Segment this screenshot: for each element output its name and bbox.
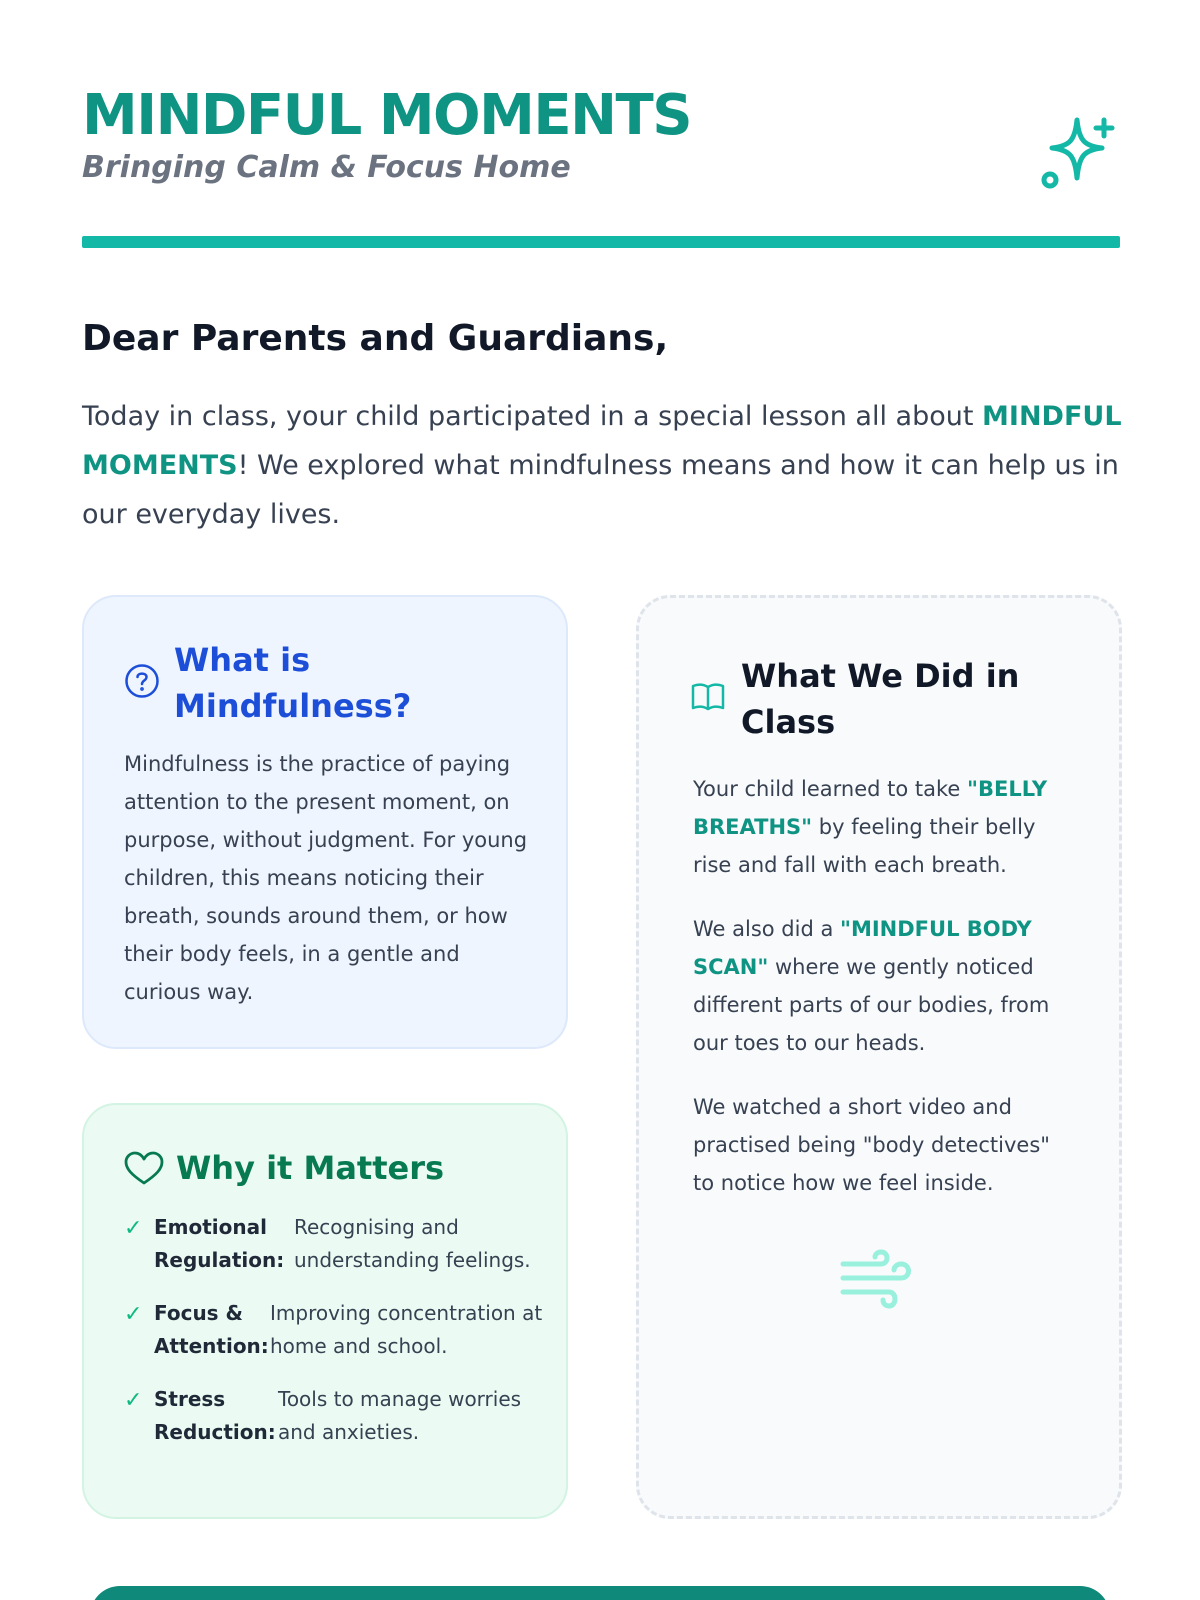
list-item xyxy=(124,1297,544,1363)
list-item xyxy=(124,1211,544,1277)
header xyxy=(82,84,1120,254)
benefits-list xyxy=(124,1211,544,1469)
activity-highlight: "MINDFUL BODY SCAN" xyxy=(693,917,1032,979)
what-we-did-card xyxy=(636,595,1122,1519)
sparkle-icon xyxy=(1040,114,1120,194)
benefit-desc: Tools to manage worries and anxieties. xyxy=(278,1387,522,1444)
what-we-did-title: What We Did in Class xyxy=(741,657,1020,741)
check-icon: ✓ xyxy=(124,1301,143,1326)
activity-paragraph xyxy=(693,910,1053,1062)
benefit-desc: Recognising and understanding feelings. xyxy=(294,1215,531,1272)
question-circle-icon xyxy=(124,663,160,699)
wind-icon xyxy=(839,1248,915,1312)
heart-icon xyxy=(124,1151,164,1187)
intro-text-before: Today in class, your child participated in a special lesson all about xyxy=(82,401,983,432)
what-is-mindfulness-card xyxy=(82,595,568,1049)
intro-text-after: ! We explored what mindfulness means and how it can help us in our everyday lives. xyxy=(82,450,1119,530)
newsletter-title: MINDFUL MOMENTS xyxy=(82,83,692,148)
check-icon: ✓ xyxy=(124,1387,143,1412)
activity-highlight: "BELLY BREATHS" xyxy=(693,777,1048,839)
activity-paragraph: We watched a short video and practised being "body detectives" to notice how we feel inside. xyxy=(693,1095,1050,1195)
what-is-mindfulness-body: Mindfulness is the practice of paying attention to the present moment, on purpose, without judgment. For young children, this means noticing their breath, sounds around them, or how their body feels, in a gentle and curious way. xyxy=(124,752,528,1004)
greeting: Dear Parents and Guardians, xyxy=(82,318,669,359)
check-icon: ✓ xyxy=(124,1215,143,1240)
why-it-matters-title: Why it Matters xyxy=(176,1149,445,1187)
what-we-did-body xyxy=(693,770,1053,1228)
intro-paragraph xyxy=(82,392,1122,539)
newsletter-subtitle: Bringing Calm & Focus Home xyxy=(82,150,571,185)
activity-text: Your child learned to take xyxy=(693,777,968,801)
benefit-term: Focus & Attention: xyxy=(154,1301,269,1358)
benefit-term: Stress Reduction: xyxy=(154,1387,276,1444)
activity-paragraph xyxy=(693,770,1053,884)
book-open-icon xyxy=(691,680,725,714)
benefit-desc: Improving concentration at home and school. xyxy=(270,1301,543,1358)
benefit-term: Emotional Regulation: xyxy=(154,1215,285,1272)
what-is-mindfulness-title: What is Mindfulness? xyxy=(174,641,412,725)
activity-text: by feeling their belly rise and fall with each breath. xyxy=(693,815,1036,877)
why-it-matters-card xyxy=(82,1103,568,1519)
footer-banner xyxy=(90,1586,1110,1600)
list-item xyxy=(124,1383,544,1449)
header-divider xyxy=(82,236,1120,248)
intro-highlight: MINDFUL MOMENTS xyxy=(82,401,1122,481)
activity-text: We also did a xyxy=(693,917,841,941)
activity-text: where we gently noticed different parts of our bodies, from our toes to our heads. xyxy=(693,955,1050,1055)
